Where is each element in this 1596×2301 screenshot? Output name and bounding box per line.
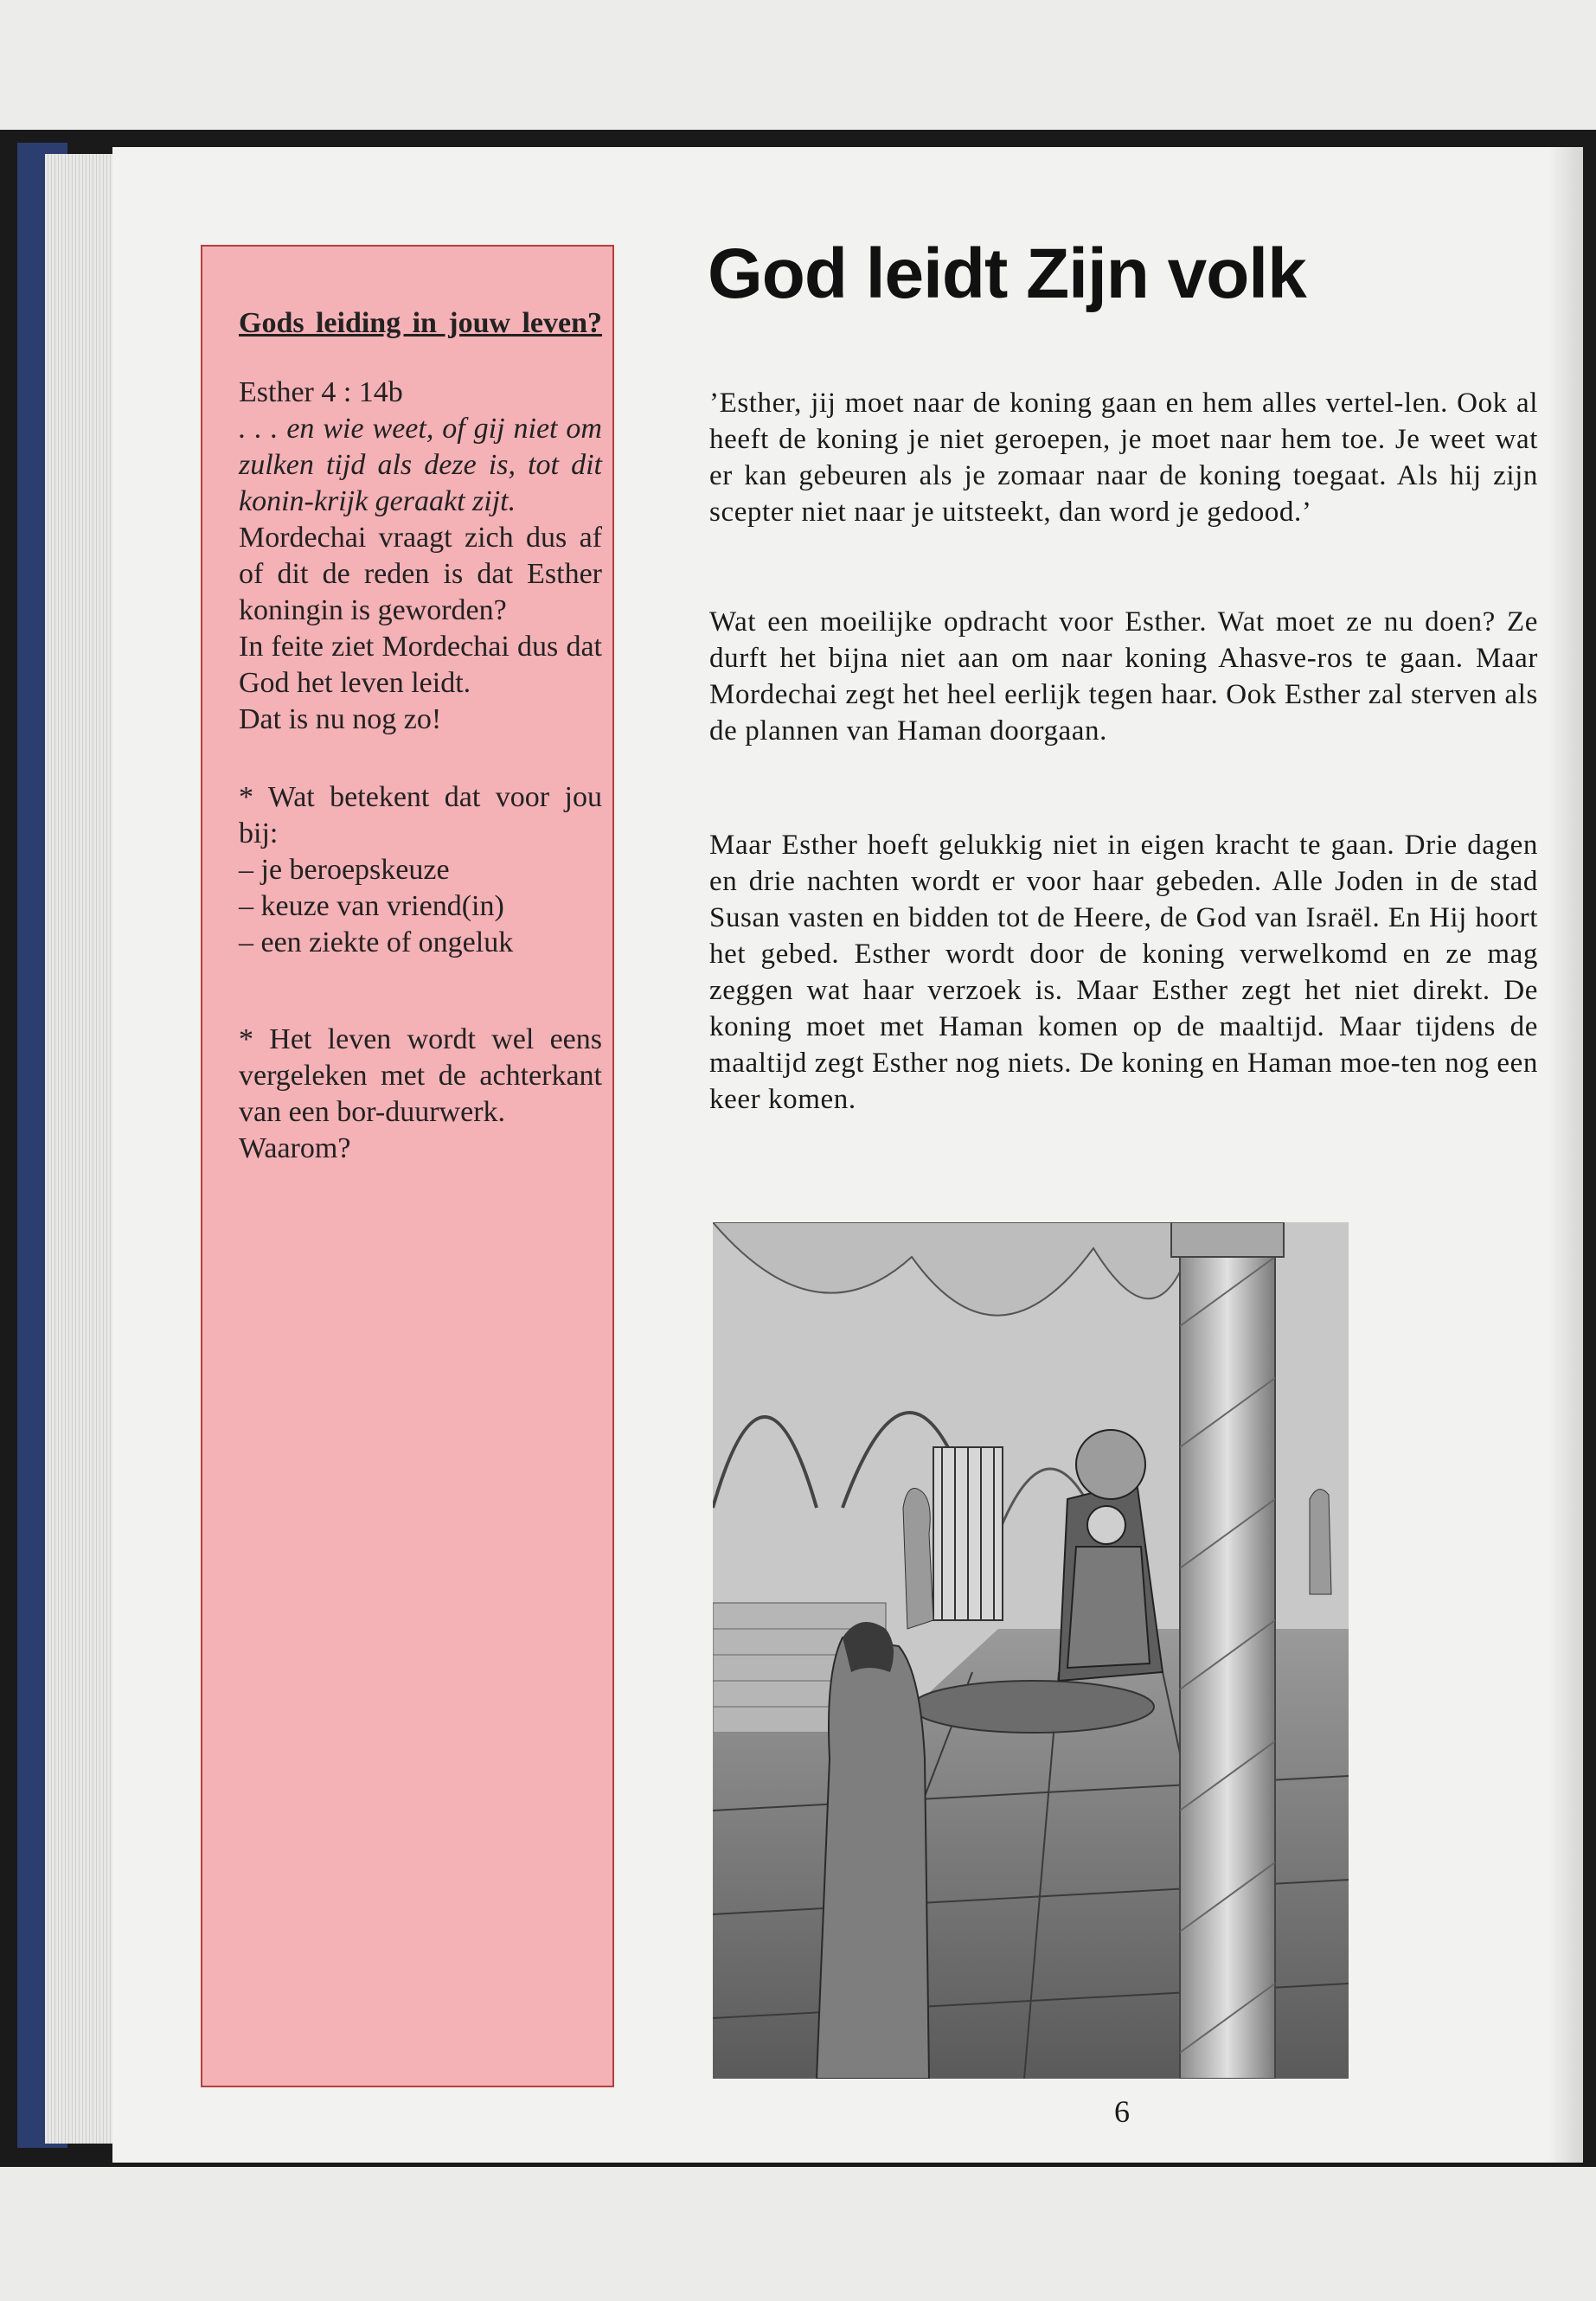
bible-reference: Esther 4 : 14b [239,376,403,408]
sidebar-paragraph: Mordechai vraagt zich dus af of dit de reden is dat Esther koningin is geworden? [239,522,602,626]
page-number: 6 [1114,2094,1130,2129]
sidebar-question: * Wat betekent dat voor jou bij: [239,781,602,849]
body-paragraph: Maar Esther hoeft gelukkig niet in eigen kracht te gaan. Drie dagen en drie nachten wordt er voor haar gebeden. Alle Joden in de stad Susan vasten en bidden tot de Heere, de God van Israël. En Hij hoort het gebed. Esther wordt door de koning verwelkomd en ze mag zeggen wat haar verzoek is. Maar Esther zegt het niet direkt. De koning moet met Haman komen op de maaltijd. Maar tijdens de maaltijd zegt Esther nog niets. De koning en Haman moe-ten nog een keer komen. [709,830,1538,1115]
scan-background-top [0,0,1596,130]
sidebar-question-end: Waarom? [239,1132,351,1164]
sidebar-paragraph: Dat is nu nog zo! [239,703,442,735]
scan-background-bottom [0,2167,1596,2301]
page-shadow [1548,147,1583,2163]
page-title: God leidt Zijn volk [708,234,1306,313]
list-item: – een ziekte of ongeluk [239,926,514,958]
bible-quote: . . . en wie weet, of gij niet om zulken tijd als deze is, tot dit konin-krijk geraakt zijt. [239,413,602,517]
sidebar-list [239,852,602,961]
sidebar-box [201,245,614,2087]
sidebar-question: * Het leven wordt wel eens vergeleken met de achterkant van een bor-duurwerk. [239,1023,602,1128]
sidebar-heading: Gods leiding in jouw leven? [239,307,602,339]
body-paragraph: Wat een moeilijke opdracht voor Esther. Wat moet ze nu doen? Ze durft het bijna niet aan om naar koning Ahasve-ros te gaan. Maar Mordechai zegt het heel eerlijk tegen haar. Ook Esther zal sterven als de plannen van Haman doorgaan. [709,606,1538,747]
list-item: – je beroepskeuze [239,854,450,886]
illustration-esther-before-king [713,1222,1349,2079]
sidebar-paragraph: In feite ziet Mordechai dus dat God het leven leidt. [239,631,602,699]
body-paragraph: ’Esther, jij moet naar de koning gaan en hem alles vertel-len. Ook al heeft de koning je niet geroepen, je moet naar hem toe. Je weet wat er kan gebeuren als je zomaar naar de koning toegaat. Als hij zijn scepter niet naar je uitsteekt, dan word je gedood.’ [709,388,1538,528]
list-item: – keuze van vriend(in) [239,890,504,922]
